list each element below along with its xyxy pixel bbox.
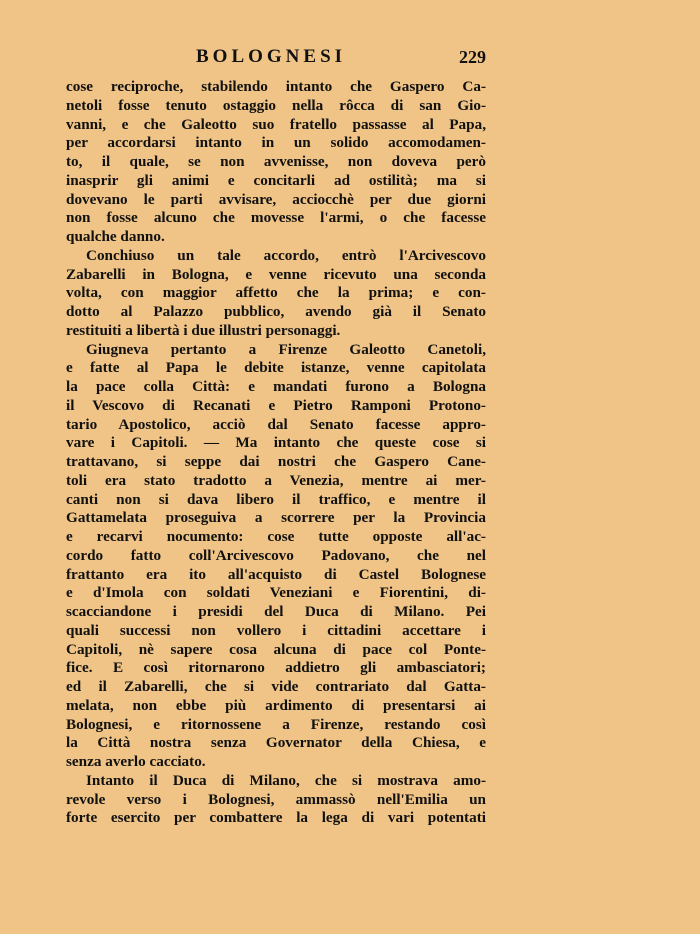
- text-line: senza averlo cacciato.: [66, 753, 206, 770]
- text-line: melata, non ebbe più ardimento di presentarsi ai: [66, 696, 486, 714]
- text-line: e d'Imola con soldati Veneziani e Fiorentini, di-: [66, 584, 486, 602]
- text-line: cordo fatto coll'Arcivescovo Padovano, che nel: [66, 546, 486, 564]
- text-line: cose reciproche, stabilendo intanto che Gaspero Ca-: [66, 78, 486, 95]
- text-line: dovevano le parti avvisare, acciocchè per due giorni: [66, 190, 486, 208]
- text-line: Gattamelata proseguiva a scorrere per la Provincia: [66, 509, 486, 527]
- text-line: frattanto era ito all'acquisto di Castel Bolognese: [66, 565, 486, 583]
- text-line: tario Apostolico, acciò dal Senato facesse appro-: [66, 415, 486, 433]
- running-head: BOLOGNESI: [196, 46, 347, 67]
- text-line: vare i Capitoli. — Ma intanto che queste cose si: [66, 434, 486, 452]
- text-line: e fatte al Papa le debite istanze, venne capitolata: [66, 359, 486, 377]
- text-line: Bolognesi, e ritornossene a Firenze, restando così: [66, 715, 486, 733]
- text-line: ed il Zabarelli, che si vide contrariato dal Gatta-: [66, 678, 486, 695]
- text-line: la pace colla Città: e mandati furono a Bologna: [66, 378, 486, 395]
- text-line: non fosse alcuno che movesse l'armi, o che facesse: [66, 209, 486, 227]
- text-line: Giugneva pertanto a Firenze Galeotto Canetoli,: [86, 340, 486, 358]
- text-line: forte esercito per combattere la lega di vari potentati: [66, 809, 486, 827]
- text-line: vanni, e che Galeotto suo fratello passasse al Papa,: [66, 115, 486, 133]
- page-number: 229: [459, 47, 486, 67]
- text-line: volta, con maggior affetto che la prima; e con-: [66, 284, 486, 302]
- page-header: [66, 46, 486, 74]
- text-line: trattavano, si seppe dai nostri che Gaspero Cane-: [66, 453, 486, 470]
- text-line: to, il quale, se non avvenisse, non doveva però: [66, 153, 486, 170]
- text-line: dotto al Palazzo pubblico, avendo già il Senato: [66, 303, 486, 320]
- text-line: e recarvi nocumento: cose tutte opposte all'ac-: [66, 528, 486, 545]
- text-line: netoli fosse tenuto ostaggio nella rôcca di san Gio-: [66, 96, 486, 114]
- body-text: [66, 78, 486, 828]
- text-line: fice. E così ritornarono addietro gli ambasciatori;: [66, 659, 486, 677]
- text-line: qualche danno.: [66, 228, 165, 245]
- text-line: Capitoli, nè sapere cosa alcuna di pace col Ponte-: [66, 640, 486, 658]
- text-line: la Città nostra senza Governator della Chiesa, e: [66, 734, 486, 752]
- text-line: Conchiuso un tale accordo, entrò l'Arcivescovo: [86, 246, 486, 264]
- text-line: revole verso i Bolognesi, ammassò nell'Emilia un: [66, 790, 486, 808]
- text-line: toli era stato tradotto a Venezia, mentre ai mer-: [66, 471, 486, 489]
- text-line: restituiti a libertà i due illustri personaggi.: [66, 321, 341, 339]
- text-line: il Vescovo di Recanati e Pietro Ramponi Protono-: [66, 396, 486, 414]
- text-line: inasprir gli animi e concitarli ad ostilità; ma si: [66, 171, 486, 189]
- text-line: scacciandone i presidi del Duca di Milano. Pei: [66, 603, 486, 620]
- text-line: Zabarelli in Bologna, e venne ricevuto una seconda: [66, 265, 486, 283]
- text-line: canti non si dava libero il traffico, e mentre il: [66, 490, 486, 508]
- text-line: Intanto il Duca di Milano, che si mostrava amo-: [86, 771, 486, 789]
- text-line: quali successi non vollero i cittadini accettare i: [66, 621, 486, 639]
- text-line: per accordarsi intanto in un solido accomodamen-: [66, 134, 486, 152]
